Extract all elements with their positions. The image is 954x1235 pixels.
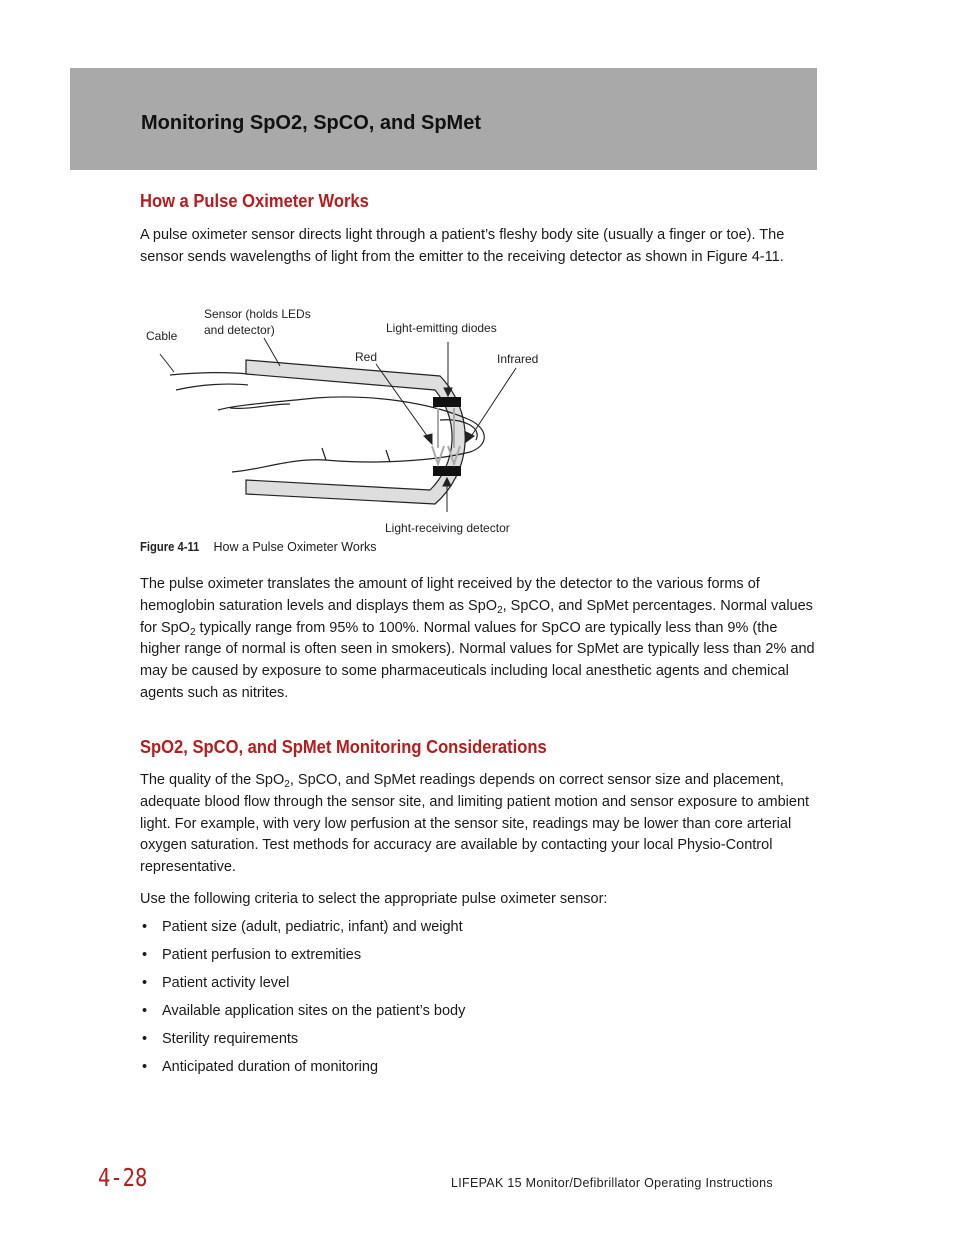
red-light-arrow — [432, 446, 444, 464]
sensor-clip — [246, 360, 465, 504]
figure-caption — [140, 540, 377, 554]
page-number: 4-28 — [98, 1163, 148, 1192]
para2-subscript-2: 2 — [189, 626, 196, 638]
criteria-list — [140, 917, 465, 1085]
label-cable: Cable — [146, 329, 178, 343]
finger-outline — [218, 397, 484, 472]
label-leds: Light-emitting diodes — [386, 321, 497, 335]
pulse-oximeter-figure — [140, 300, 560, 540]
label-sensor-line2: and detector) — [204, 323, 275, 337]
considerations-paragraph — [140, 770, 816, 879]
cable-leader — [160, 354, 174, 372]
label-infrared: Infrared — [497, 352, 539, 366]
finger-sensor-illustration — [140, 300, 560, 540]
led-block — [433, 397, 461, 407]
list-item: • Patient activity level — [140, 973, 465, 1001]
para2-subscript-1: 2 — [497, 604, 503, 616]
knuckle-mark-1 — [322, 448, 326, 460]
figure-caption-number: Figure 4-11 — [140, 540, 200, 554]
considerations-text-1: The quality of the SpO — [140, 772, 285, 788]
cable-line-bottom — [176, 384, 248, 390]
label-red: Red — [355, 350, 378, 364]
list-item: • Sterility requirements — [140, 1029, 465, 1057]
label-sensor-line1: Sensor (holds LEDs — [204, 307, 311, 321]
list-item: • Available application sites on the patient’s body — [140, 1001, 465, 1029]
label-detector: Light-receiving detector — [385, 521, 510, 535]
intro-paragraph: A pulse oximeter sensor directs light through a patient’s fleshy body site (usually a finger or toe). The sensor sends wavelengths of light from the emitter to the receiving detector as shown in Figure 4-11. — [140, 227, 785, 265]
considerations-text-2: , SpCO, and SpMet readings depends on correct sensor size and placement, adequate blood flow through the sensor site, and limiting patient motion and sensor exposure to ambient light. For example, with very low perfusion at the sensor site, readings may be lower than core arterial oxygen saturation. Test methods for accuracy are available by contacting your local Physio-Control representative. — [140, 772, 810, 876]
figure-caption-text: How a Pulse Oximeter Works — [213, 540, 377, 554]
criteria-intro: Use the following criteria to select the appropriate pulse oximeter sensor: — [140, 891, 608, 907]
cable-line-top — [170, 373, 248, 375]
section-heading-how-it-works: How a Pulse Oximeter Works — [140, 191, 369, 211]
list-item: • Anticipated duration of monitoring — [140, 1057, 465, 1085]
considerations-subscript: 2 — [284, 779, 290, 790]
oximeter-explanation-paragraph — [140, 574, 816, 705]
list-item: • Patient perfusion to extremities — [140, 945, 465, 973]
section-heading-considerations: SpO2, SpCO, and SpMet Monitoring Considerations — [140, 737, 547, 757]
list-item: • Patient size (adult, pediatric, infant) and weight — [140, 917, 465, 945]
para2-text-3: typically range from 95% to 100%. Normal values for SpCO are typically less than 9% (the higher range of normal is often seen in smokers). Normal values for SpMet are typically less than 2% and may be caused by exposure to some pharmaceuticals including local anesthetic agents and chemical agents such as nitrites. — [140, 619, 815, 701]
para2-text-1: The pulse oximeter translates the amount of light received by the detector to the various forms of hemoglobin saturation levels and displays them as SpO — [140, 576, 760, 614]
chapter-title: Monitoring SpO2, SpCO, and SpMet — [141, 112, 481, 134]
infrared-leader — [470, 368, 516, 438]
detector-block — [433, 466, 461, 476]
para2-text-2: , SpCO, and SpMet percentages. Normal values for SpO — [140, 597, 813, 636]
knuckle-mark-2 — [386, 450, 390, 462]
red-leader-arrow — [424, 434, 432, 444]
footer-doc-title: LIFEPAK 15 Monitor/Defibrillator Operating Instructions — [451, 1176, 773, 1190]
